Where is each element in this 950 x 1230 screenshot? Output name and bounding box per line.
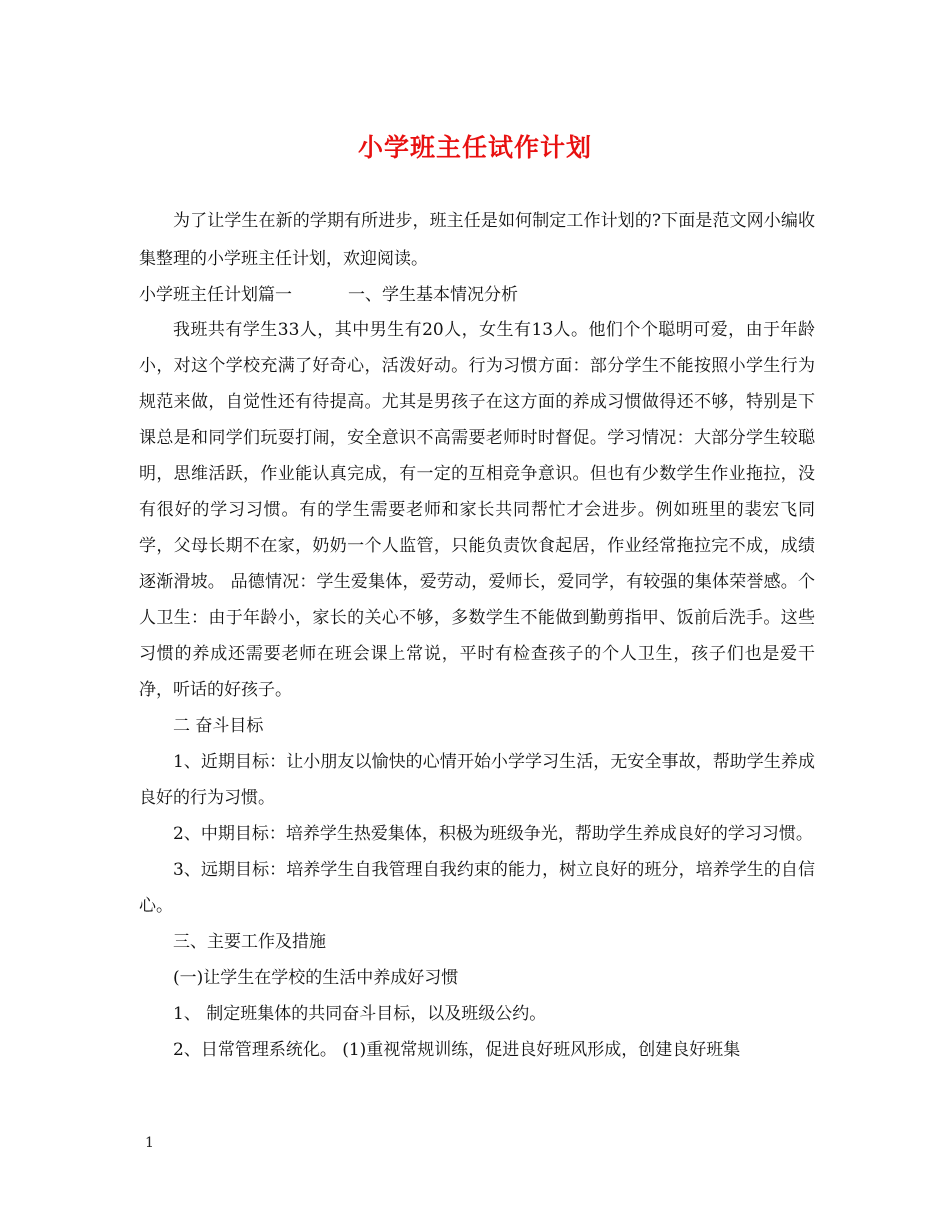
measure-item-2: 2、日常管理系统化。 (1)重视常规训练，促进良好班风形成，创建良好班集 — [173, 1040, 741, 1060]
goal-item-1: 1、近期目标：让小朋友以愉快的心情开始小学学习生活，无安全事故，帮助学生养成良好的行为习惯。 — [139, 752, 815, 808]
page-number: 1 — [145, 1135, 154, 1151]
measure-item-1: 1、 制定班集体的共同奋斗目标，以及班级公约。 — [173, 1004, 547, 1024]
situation-paragraph: 我班共有学生33人，其中男生有20人，女生有13人。他们个个聪明可爱，由于年龄小，对这个学校充满了好奇心，活泼好动。行为习惯方面：部分学生不能按照小学生行为规范来做，自觉性还有待提高。尤其是男孩子在这方面的养成习惯做得还不够，特别是下课总是和同学们玩耍打闹，安全意识不高需要老师时时督促。学习情况：大部分学生较聪明，思维活跃，作业能认真完成，有一定的互相竞争意识。但也有少数学生作业拖拉，没有很好的学习习惯。有的学生需要老师和家长共同帮忙才会进步。例如班里的裴宏飞同学，父母长期不在家，奶奶一个人监管，只能负责饮食起居，作业经常拖拉完不成，成绩逐渐滑坡。 品德情况：学生爱集体，爱劳动，爱师长，爱同学，有较强的集体荣誉感。个人卫生：由于年龄小，家长的关心不够，多数学生不能做到勤剪指甲、饭前后洗手。这些习惯的养成还需要老师在班会课上常说，平时有检查孩子的个人卫生，孩子们也是爱干净，听话的好孩子。 — [139, 320, 815, 700]
measure-subheading-1: (一)让学生在学校的生活中养成好习惯 — [173, 968, 459, 988]
document-body — [139, 202, 815, 1068]
goal-item-2: 2、中期目标：培养学生热爱集体，积极为班级争光，帮助学生养成良好的学习习惯。 — [173, 824, 813, 844]
goals-heading: 二 奋斗目标 — [173, 716, 264, 736]
document-title: 小学班主任试作计划 — [357, 133, 592, 162]
goal-item-3: 3、远期目标：培养学生自我管理自我约束的能力，树立良好的班分，培养学生的自信心。 — [139, 860, 815, 916]
measures-heading: 三、主要工作及措施 — [173, 932, 326, 952]
section-heading — [139, 278, 815, 312]
section-heading-right: 一、学生基本情况分析 — [348, 285, 518, 305]
intro-paragraph: 为了让学生在新的学期有所进步，班主任是如何制定工作计划的?下面是范文网小编收集整理的小学班主任计划，欢迎阅读。 — [139, 211, 815, 269]
section-heading-left: 小学班主任计划篇一 — [139, 285, 292, 305]
